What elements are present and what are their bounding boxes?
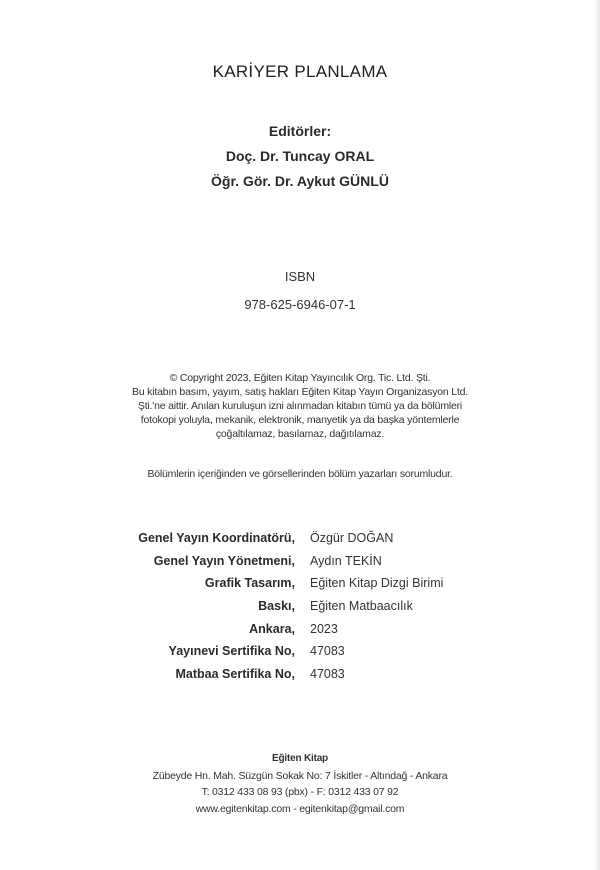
credit-row [0, 599, 600, 622]
copyright-notice [0, 371, 600, 441]
copyright-line: © Copyright 2023, Eğiten Kitap Yayıncılık Org. Tic. Ltd. Şti. [169, 372, 431, 384]
book-title: KARİYER PLANLAMA [212, 62, 388, 81]
editors-heading: Editörler: [268, 123, 332, 139]
credit-value: 47083 [310, 667, 345, 682]
credit-label: Genel Yayın Yönetmeni, [153, 553, 295, 568]
responsibility-note: Bölümlerin içeriğinden ve görsellerinden bölüm yazarları sorumludur. [147, 468, 453, 480]
credit-value: Eğiten Matbaacılık [310, 599, 413, 614]
credit-label: Ankara, [249, 621, 295, 636]
copyright-line: Şti.'ne aittir. Anılan kuruluşun izni alınmadan kitabın tümü ya da bölümleri [137, 400, 463, 412]
isbn-number: 978-625-6946-07-1 [244, 297, 356, 312]
credit-value: 47083 [310, 644, 345, 659]
credit-row [0, 622, 600, 645]
editor-name: Doç. Dr. Tuncay ORAL [225, 148, 375, 164]
credit-value: 2023 [310, 621, 338, 636]
editor-name: Öğr. Gör. Dr. Aykut GÜNLÜ [211, 173, 389, 189]
publisher-info [0, 751, 600, 817]
publisher-address: Zübeyde Hn. Mah. Süzgün Sokak No: 7 İskitler - Altındağ - Ankara [152, 769, 448, 782]
credit-label: Yayınevi Sertifika No, [168, 644, 295, 659]
publisher-web: www.egitenkitap.com - egitenkitap@gmail.com [195, 802, 405, 815]
credit-label: Baskı, [258, 599, 295, 614]
isbn-label: ISBN [284, 269, 316, 284]
credit-row [0, 531, 600, 554]
editors-block [0, 119, 600, 194]
credit-label: Grafik Tasarım, [204, 576, 295, 591]
credit-row [0, 667, 600, 690]
credit-value: Eğiten Kitap Dizgi Birimi [310, 576, 444, 591]
publisher-name: Eğiten Kitap [272, 753, 328, 764]
publisher-phone: T: 0312 433 08 93 (pbx) - F: 0312 433 07 92 [201, 786, 399, 798]
credit-label: Genel Yayın Koordinatörü, [138, 531, 295, 545]
credit-value: Aydın TEKİN [310, 553, 382, 568]
credit-row [0, 576, 600, 599]
copyright-line: çoğaltılamaz, basılamaz, dağıtılamaz. [215, 428, 385, 440]
copyright-line: fotokopi yoluyla, mekanik, elektronik, manyetik ya da başka yöntemlerle [140, 414, 460, 426]
copyright-line: Bu kitabın basım, yayım, satış hakları Eğiten Kitap Yayın Organizasyon Ltd. [132, 386, 468, 398]
credit-label: Matbaa Sertifika No, [175, 667, 295, 682]
credit-row [0, 644, 600, 667]
page-edge-shadow [594, 0, 600, 870]
credits-list [0, 531, 600, 690]
credit-row [0, 554, 600, 577]
credit-value: Özgür DOĞAN [310, 531, 394, 545]
isbn-block [0, 263, 600, 319]
